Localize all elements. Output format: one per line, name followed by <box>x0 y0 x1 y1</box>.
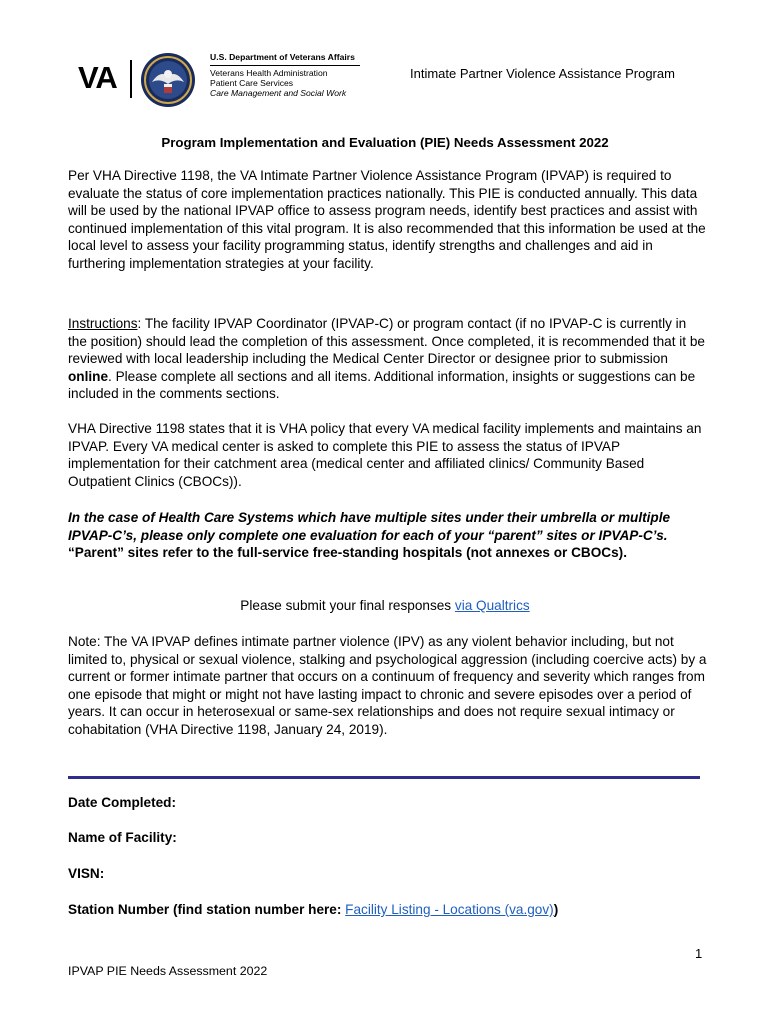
instructions-text-end: . Please complete all sections and all items. Additional information, insights or suggestions can be included in the comments sections. <box>68 368 696 401</box>
policy-paragraph: VHA Directive 1198 states that it is VHA policy that every VA medical facility implements and maintains an IPVAP. Every VA medical center is asked to complete this PIE to assess the status of IPVAP implementation for their catchment area (medical center and affiliated clinics/ Community Based Outpatient Clinics (CBOCs)). <box>68 421 702 489</box>
station-number-label: Station Number (find station number here: <box>68 902 346 917</box>
instructions-text: : The facility IPVAP Coordinator (IPVAP-C) or program contact (if no IPVAP-C is currently in the position) should lead the completion of this assessment. Once completed, it is recommended that it be reviewed with local leadership including the Medical Center Director or designee prior to submission <box>68 316 705 366</box>
department-line: Patient Care Services <box>210 78 294 88</box>
instructions-paragraph <box>68 315 708 403</box>
va-logo: VA <box>78 60 117 95</box>
instructions-bold-word: online <box>68 368 109 384</box>
date-completed-label: Date Completed: <box>68 795 177 810</box>
document-title: Program Implementation and Evaluation (PIE) Needs Assessment 2022 <box>161 135 609 150</box>
department-block <box>210 52 370 98</box>
letterhead <box>74 52 714 104</box>
footer-text: IPVAP PIE Needs Assessment 2022 <box>68 964 268 978</box>
visn-label: VISN: <box>68 866 105 881</box>
systems-note-italic: In the case of Health Care Systems which have multiple sites under their umbrella or multiple IPVAP-C’s, please only complete one evaluation for each of your “parent” sites or IPVAP-C’s. <box>68 510 671 543</box>
submit-text: Please submit your final responses <box>240 598 455 613</box>
department-line: Veterans Health Administration <box>210 68 328 78</box>
systems-note-paragraph <box>68 509 708 562</box>
qualtrics-link[interactable]: via Qualtrics <box>454 598 530 613</box>
systems-note-bold: “Parent” sites refer to the full-service free-standing hospitals (not annexes or CBOCs). <box>68 545 627 560</box>
facility-listing-link[interactable]: Facility Listing - Locations (va.gov) <box>345 902 554 917</box>
department-title: U.S. Department of Veterans Affairs <box>210 52 355 62</box>
page-number: 1 <box>695 946 703 961</box>
program-name: Intimate Partner Violence Assistance Program <box>410 66 675 81</box>
va-seal-icon <box>140 52 196 108</box>
station-number-close: ) <box>553 902 559 917</box>
submit-line <box>0 598 770 613</box>
intro-paragraph: Per VHA Directive 1198, the VA Intimate Partner Violence Assistance Program (IPVAP) is required to evaluate the status of core implementation practices nationally. This PIE is conducted annually. This data will be used by the national IPVAP office to assess program needs, identify best practices and assist with continued implementation of this vital program. It is also recommended that this information be used at the local level to assess your facility programming status, identify strengths and challenges and aid in furthering implementation strategies at your facility. <box>68 168 706 271</box>
definition-paragraph: Note: The VA IPVAP defines intimate partner violence (IPV) as any violent behavior including, but not limited to, physical or sexual violence, stalking and psychological aggression (including coercive acts) by a current or former intimate partner that occurs on a continuum of frequency and severity which ranges from one episode that might or might not have lasting impact to chronic and severe episodes over a period of years. It can occur in heterosexual or same-sex relationships and does not require sexual intimacy or cohabitation (VHA Directive 1198, January 24, 2019). <box>68 634 707 737</box>
facility-name-label: Name of Facility: <box>68 830 177 845</box>
instructions-label: Instructions <box>68 316 138 331</box>
section-divider <box>68 776 700 779</box>
logo-divider <box>130 60 132 98</box>
department-rule <box>210 65 360 66</box>
department-line: Care Management and Social Work <box>210 88 347 98</box>
station-number-line <box>68 902 558 917</box>
